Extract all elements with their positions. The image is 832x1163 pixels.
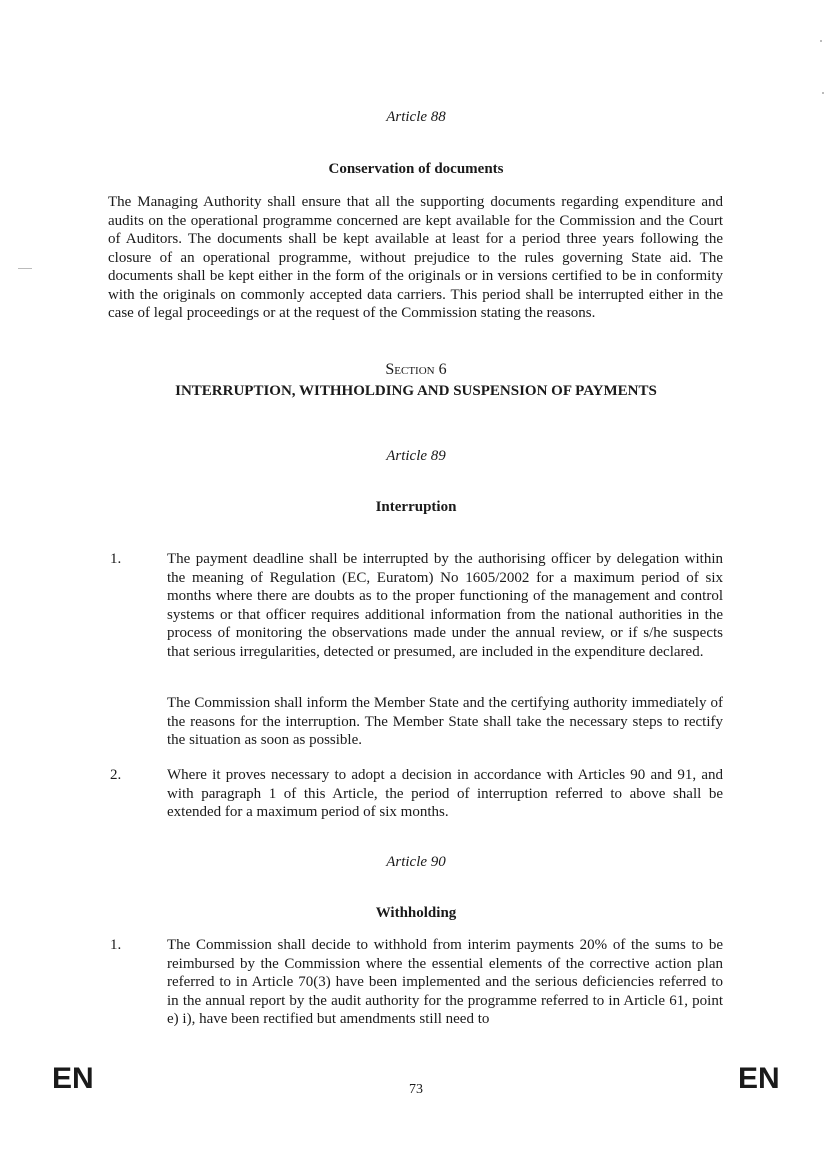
- scan-mark: [820, 40, 822, 42]
- article-89-item-1-number: 1.: [110, 551, 122, 567]
- article-89-title: Interruption: [375, 499, 457, 515]
- article-89-item-1-para-2: The Commission shall inform the Member State and the certifying authority immediately of the reasons for the interruption. The Member State shall take the necessary steps to rectify the situation as soon as possible.: [167, 695, 723, 748]
- article-88-heading: Article 88: [386, 109, 446, 125]
- article-89-item-1-para-1: The payment deadline shall be interrupted by the authorising officer by delegation within the meaning of Regulation (EC, Euratom) No 1605/2002 for a maximum period of six months where there are doubts as to the proper functioning of the management and control systems or that officer requires additional information from the national authorities in the process of monitoring the observations made under the annual review, or if s/he suspects that serious irregularities, detected or presumed, are included in the expenditure declared.: [167, 551, 723, 660]
- article-90-heading: Article 90: [386, 854, 446, 870]
- scan-mark: [822, 92, 824, 94]
- footer-language-right: EN: [738, 1062, 780, 1095]
- section-title: INTERRUPTION, WITHHOLDING AND SUSPENSION OF PAYMENTS: [175, 383, 657, 399]
- article-88-title: Conservation of documents: [328, 161, 504, 177]
- footer-language-left: EN: [52, 1062, 94, 1095]
- article-89-item-2-para-1: Where it proves necessary to adopt a decision in accordance with Articles 90 and 91, and with paragraph 1 of this Article, the period of interruption referred to above shall be extended for a maximum period of six months.: [167, 767, 723, 820]
- scan-mark: [18, 268, 32, 269]
- article-90-title: Withholding: [375, 905, 457, 921]
- article-89-item-2-number: 2.: [110, 767, 122, 783]
- section-label: Section 6: [385, 361, 447, 378]
- page-number: 73: [409, 1082, 423, 1097]
- article-89-heading: Article 89: [386, 448, 446, 464]
- article-90-item-1-para-1: The Commission shall decide to withhold from interim payments 20% of the sums to be reimbursed by the Commission where the essential elements of the corrective action plan referred to in Article 70(3) have been implemented and the serious deficiencies referred to in the annual report by the audit authority for the programme referred to in Article 61, point e) i), have been rectified but amendments still need to: [167, 937, 723, 1027]
- article-88-body: The Managing Authority shall ensure that all the supporting documents regarding expenditure and audits on the operational programme concerned are kept available for the Commission and the Court of Auditors. The documents shall be kept available at least for a period three years following the closure of an operational programme, without prejudice to the rules governing State aid. The documents shall be kept either in the form of the originals or in versions certified to be in conformity with the originals on commonly accepted data carriers. This period shall be interrupted either in the case of legal proceedings or at the request of the Commission stating the reasons.: [108, 194, 723, 321]
- article-90-item-1-number: 1.: [110, 937, 122, 953]
